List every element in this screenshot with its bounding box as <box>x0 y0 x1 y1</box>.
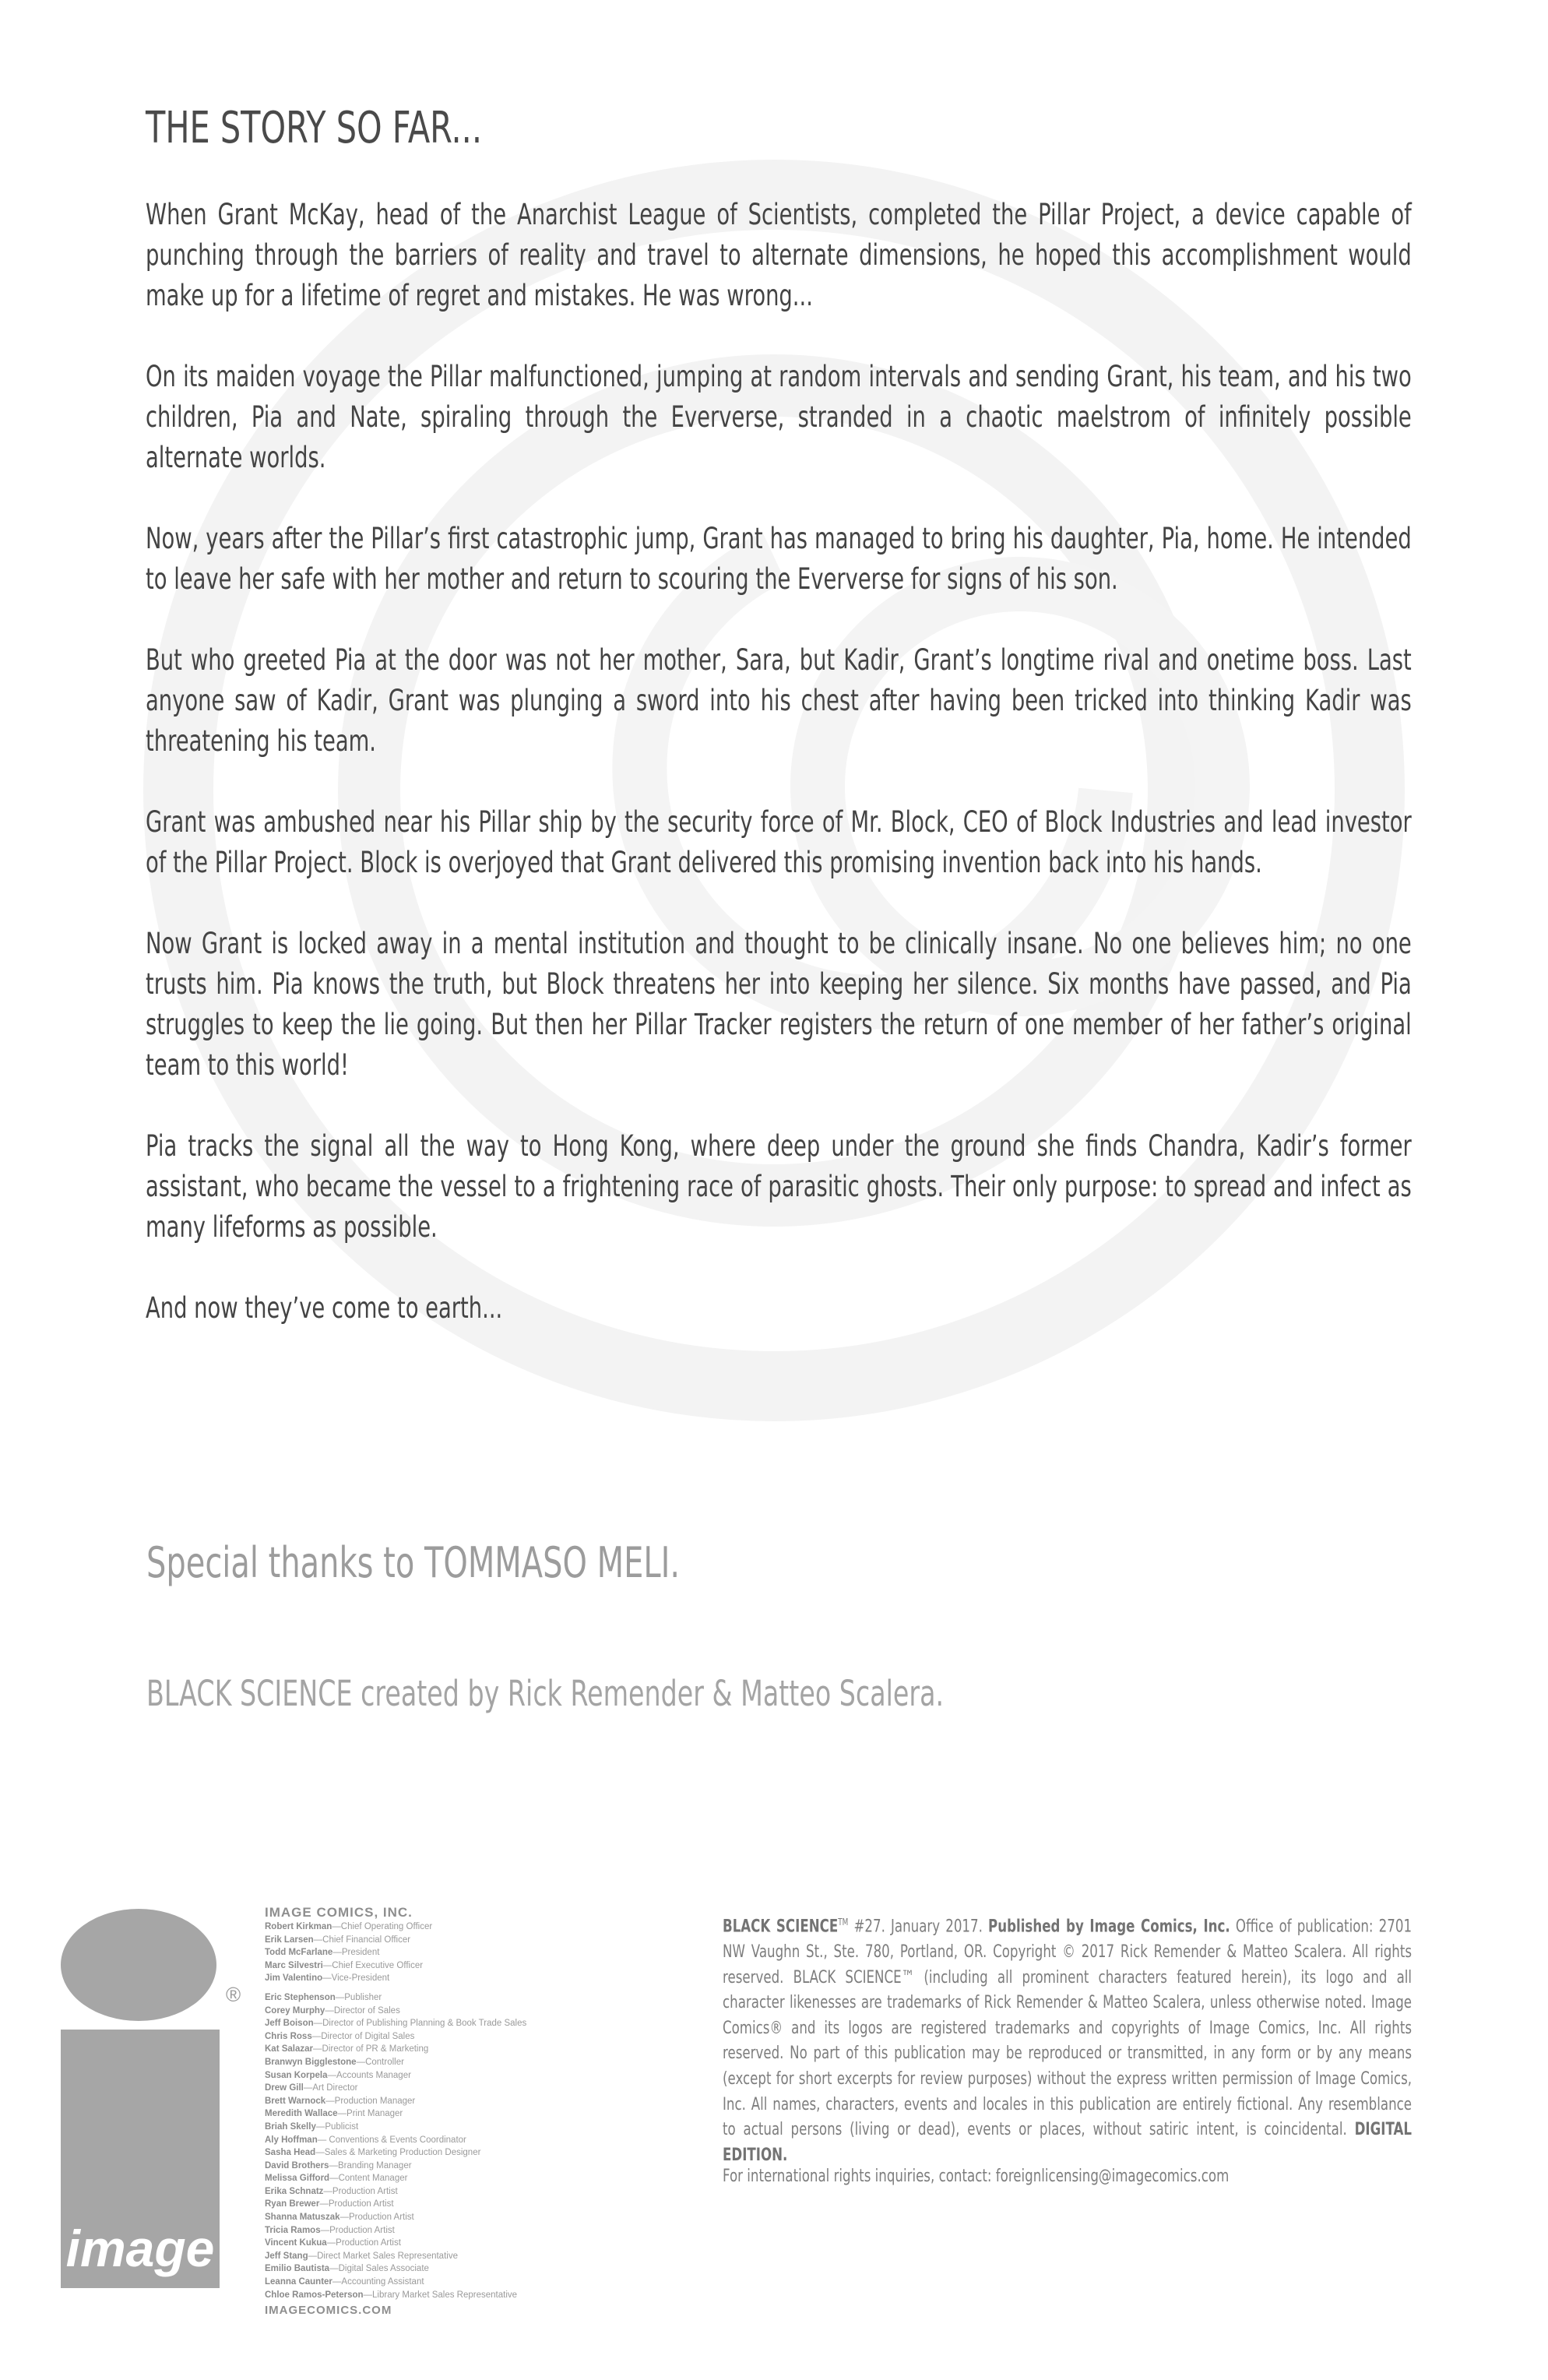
story-paragraph: But who greeted Pia at the door was not her mother, Sara, but Kadir, Grant’s longtime rival and onetime boss. Last anyone saw of Kadir, Grant was plunging a sword into his chest after having been tricked into thinking Kadir was threatening his team. <box>146 643 1412 758</box>
staff-list <box>265 1905 701 2318</box>
staff-dash: — <box>320 2225 330 2235</box>
staff-row <box>265 2017 701 2030</box>
staff-company-name: IMAGE COMICS, INC. <box>265 1905 413 1920</box>
staff-name: Brett Warnock <box>265 2096 326 2106</box>
staff-name: Erik Larsen <box>265 1935 314 1945</box>
rights-contact: For international rights inquiries, contact: foreignlicensing@imagecomics.com <box>723 2166 1230 2186</box>
staff-row <box>265 2056 701 2069</box>
staff-role: Digital Sales Associate <box>338 2264 429 2274</box>
executive-list <box>265 1921 701 1985</box>
staff-row <box>265 2030 701 2044</box>
staff-name: Melissa Gifford <box>265 2174 330 2184</box>
staff-name: Leanna Caunter <box>265 2277 332 2287</box>
staff-row <box>265 1972 701 1985</box>
staff-row <box>265 2250 701 2263</box>
staff-name: Marc Silvestri <box>265 1960 323 1970</box>
story-paragraph: Now, years after the Pillar’s first catastrophic jump, Grant has managed to bring his daughter, Pia, home. He intended to leave her safe with her mother and return to scouring the Eververse for signs of his son. <box>146 522 1412 596</box>
staff-role: Print Manager <box>347 2109 403 2119</box>
staff-dash: — <box>315 2148 325 2158</box>
legal-title: BLACK SCIENCE <box>723 1916 839 1937</box>
staff-role: Sales & Marketing Production Designer <box>324 2148 481 2158</box>
staff-name: Erika Schnatz <box>265 2186 324 2196</box>
staff-dash: — <box>329 2174 339 2184</box>
staff-row <box>265 2082 701 2095</box>
staff-row <box>265 1959 701 1973</box>
staff-name: Todd McFarlane <box>265 1948 333 1958</box>
staff-name: Drew Gill <box>265 2083 304 2093</box>
staff-name: Briah Skelly <box>265 2121 316 2132</box>
staff-role: Accounting Assistant <box>341 2277 424 2287</box>
staff-role: Director of Publishing Planning & Book Trade Sales <box>322 2019 527 2029</box>
story-heading: THE STORY SO FAR... <box>146 103 483 153</box>
staff-role: Publicist <box>325 2121 359 2132</box>
staff-name: Corey Murphy <box>265 2005 325 2016</box>
staff-role: Conventions & Events Coordinator <box>326 2135 466 2145</box>
staff-dash: — <box>356 2057 366 2067</box>
story-paragraph: Pia tracks the signal all the way to Hong Kong, where deep under the ground she finds Chandra, Kadir’s former assistant, who became the vessel to a frightening race of parasitic ghosts. Their only purpose: to spread and infect as many lifeforms as possible. <box>146 1129 1412 1244</box>
staff-dash: — <box>329 2264 339 2274</box>
logo-wordmark: image <box>65 2220 215 2277</box>
staff-row <box>265 2107 701 2121</box>
story-paragraph: Grant was ambushed near his Pillar ship by the security force of Mr. Block, CEO of Block Industries and lead investor of the Pillar Project. Block is overjoyed that Grant delivered this promising invention back into his hands. <box>146 805 1412 879</box>
staff-dash: — <box>313 1935 323 1945</box>
image-comics-logo <box>61 1906 263 2288</box>
staff-row <box>265 2095 701 2108</box>
staff-role: Content Manager <box>338 2174 408 2184</box>
staff-dash: — <box>317 2135 327 2145</box>
staff-role: Chief Operating Officer <box>340 1922 433 1931</box>
staff-name: Kat Salazar <box>265 2044 314 2054</box>
staff-name: Vincent Kukua <box>265 2238 327 2248</box>
staff-row <box>265 2237 701 2250</box>
staff-dash: — <box>332 2277 342 2287</box>
legal-publisher: Published by Image Comics, Inc. <box>988 1916 1230 1937</box>
website-url: IMAGECOMICS.COM <box>265 2304 392 2318</box>
staff-role: Director of Digital Sales <box>321 2031 415 2041</box>
staff-name: Emilio Bautista <box>265 2264 330 2274</box>
staff-dash: — <box>335 1992 345 2002</box>
staff-role: Controller <box>365 2057 404 2067</box>
staff-role: Art Director <box>312 2083 358 2093</box>
staff-role: Direct Market Sales Representative <box>317 2251 458 2261</box>
staff-dash: — <box>327 2070 337 2080</box>
staff-role: Chief Financial Officer <box>322 1935 411 1945</box>
staff-dash: — <box>332 1948 342 1958</box>
staff-row <box>265 2224 701 2237</box>
staff-row <box>265 1991 701 2005</box>
staff-name: Chloe Ramos-Peterson <box>265 2290 364 2300</box>
staff-role: Production Artist <box>328 2199 394 2209</box>
staff-dash: — <box>308 2251 318 2261</box>
created-by-credit: BLACK SCIENCE created by Rick Remender & Matteo Scalera. <box>146 1673 945 1714</box>
staff-name: David Brothers <box>265 2160 329 2171</box>
staff-name: Chris Ross <box>265 2031 312 2041</box>
staff-name: Shanna Matuszak <box>265 2213 340 2223</box>
story-paragraph: On its maiden voyage the Pillar malfunctioned, jumping at random intervals and sending Grant, his team, and his two children, Pia and Nate, spiraling through the Eververse, stranded in a chaotic maelstrom of infinitely possible alternate worlds. <box>146 360 1412 474</box>
staff-name: Eric Stephenson <box>265 1992 336 2002</box>
story-paragraph: When Grant McKay, head of the Anarchist League of Scientists, completed the Pillar Project, a device capable of punching through the barriers of reality and travel to alternate dimensions, he hoped this accomplishment would make up for a lifetime of regret and mistakes. He was wrong... <box>146 198 1412 312</box>
staff-role: Vice-President <box>331 1973 390 1984</box>
staff-role: Production Artist <box>336 2238 401 2248</box>
logo-registered-mark: ® <box>226 1983 241 2006</box>
staff-dash: — <box>323 2186 332 2196</box>
staff-name: Ryan Brewer <box>265 2199 320 2209</box>
staff-role: Production Manager <box>334 2096 416 2106</box>
staff-dash: — <box>311 2031 322 2041</box>
staff-name: Jeff Boison <box>265 2019 314 2029</box>
staff-dash: — <box>325 2005 334 2016</box>
staff-row <box>265 1946 701 1959</box>
staff-row <box>265 1934 701 1947</box>
staff-role: Chief Executive Officer <box>332 1960 424 1970</box>
legal-issue: #27. January 2017. <box>848 1916 989 1937</box>
staff-dash: — <box>326 2238 336 2248</box>
staff-row <box>265 2211 701 2224</box>
staff-role: Production Artist <box>349 2213 414 2223</box>
member-list <box>265 1991 701 2301</box>
staff-row <box>265 2134 701 2147</box>
staff-role: Accounts Manager <box>336 2070 411 2080</box>
staff-name: Robert Kirkman <box>265 1922 332 1931</box>
staff-row <box>265 1921 701 1934</box>
staff-row <box>265 2121 701 2134</box>
staff-dash: — <box>313 2044 322 2054</box>
staff-row <box>265 2185 701 2199</box>
staff-dash: — <box>319 2199 329 2209</box>
staff-name: Aly Hoffman <box>265 2135 318 2145</box>
staff-dash: — <box>329 2160 338 2171</box>
staff-role: Library Market Sales Representative <box>372 2290 518 2300</box>
story-body <box>146 195 1412 1369</box>
staff-role: Production Artist <box>332 2186 398 2196</box>
staff-name: Susan Korpela <box>265 2070 328 2080</box>
legal-notice <box>723 1910 1413 2186</box>
staff-dash: — <box>363 2290 373 2300</box>
staff-row <box>265 2005 701 2018</box>
staff-role: Branding Manager <box>337 2160 412 2171</box>
legal-tm: TM <box>838 1917 849 1928</box>
staff-name: Jeff Stang <box>265 2251 308 2261</box>
staff-role: President <box>341 1948 380 1958</box>
staff-row <box>265 2069 701 2082</box>
legal-body: Office of publication: 2701 NW Vaughn St., Ste. 780, Portland, OR. Copyright © 2017 Rick Remender & Matteo Scalera. All rights reserved. BLACK SCIENCE™ (including all prominent characters featured herein), its logo and all character likenesses are trademarks of Rick Remender & Matteo Scalera, unless otherwise noted. Image Comics® and its logos are registered trademarks and copyrights of Image Comics, Inc. All rights reserved. No part of this publication may be reproduced or transmitted, in any form or by any means (except for short excerpts for review purposes) without the express written permission of Image Comics, Inc. All names, characters, events and locales in this publication are entirely fictional. Any resemblance to actual persons (living or dead), events or places, without satiric intent, is coincidental. <box>723 1916 1413 2140</box>
staff-dash: — <box>340 2213 349 2223</box>
staff-dash: — <box>322 1973 332 1984</box>
staff-row <box>265 2289 701 2302</box>
staff-name: Meredith Wallace <box>265 2109 338 2119</box>
staff-row <box>265 2172 701 2185</box>
staff-role: Director of PR & Marketing <box>322 2044 429 2054</box>
special-thanks: Special thanks to TOMMASO MELI. <box>146 1538 681 1587</box>
staff-name: Tricia Ramos <box>265 2225 321 2235</box>
staff-row <box>265 2262 701 2276</box>
staff-dash: — <box>337 2109 347 2119</box>
staff-role: Publisher <box>344 1992 382 2002</box>
staff-row <box>265 2198 701 2211</box>
staff-role: Director of Sales <box>333 2005 400 2016</box>
staff-row <box>265 2276 701 2289</box>
staff-role: Production Artist <box>329 2225 395 2235</box>
staff-dash: — <box>313 2019 323 2029</box>
legal-text <box>723 1910 1412 2167</box>
staff-row <box>265 2043 701 2056</box>
staff-name: Jim Valentino <box>265 1973 323 1984</box>
closing-line: And now they’ve come to earth... <box>146 1291 503 1325</box>
staff-row <box>265 2146 701 2160</box>
staff-name: Branwyn Bigglestone <box>265 2057 357 2067</box>
staff-dash: — <box>322 1960 332 1970</box>
staff-dash: — <box>332 1922 341 1931</box>
legal-edition: DIGITAL EDITION. <box>723 2119 1413 2165</box>
story-paragraph: Now Grant is locked away in a mental institution and thought to be clinically insane. No one believes him; no one trusts him. Pia knows the truth, but Block threatens her into keeping her silence. Six months have passed, and Pia struggles to keep the lie going. But then her Pillar Tracker registers the return of one member of her father’s original team to this world! <box>146 927 1412 1082</box>
staff-dash: — <box>303 2083 313 2093</box>
staff-dash: — <box>325 2096 335 2106</box>
staff-row <box>265 2160 701 2173</box>
staff-dash: — <box>315 2121 325 2132</box>
staff-name: Sasha Head <box>265 2148 316 2158</box>
